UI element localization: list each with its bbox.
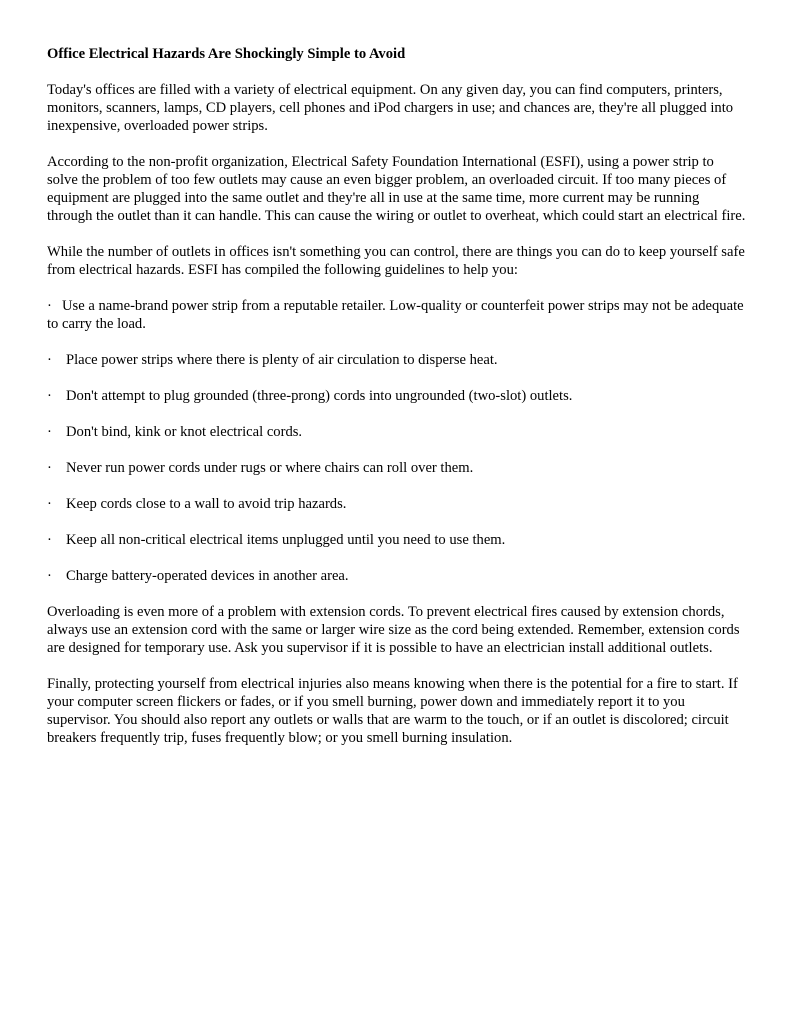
list-item-text: Keep cords close to a wall to avoid trip hazards. (66, 496, 347, 512)
list-item (47, 495, 747, 513)
list-item (47, 567, 747, 585)
bullet-marker: · (47, 298, 52, 314)
list-item (47, 531, 747, 549)
bullet-marker: · (47, 496, 52, 512)
bullet-marker: · (47, 532, 52, 548)
bullet-marker: · (47, 388, 52, 404)
list-item (47, 387, 747, 405)
list-item-text: Don't bind, kink or knot electrical cords. (66, 424, 303, 440)
bullet-marker: · (47, 352, 52, 368)
closing-paragraph-2: Finally, protecting yourself from electrical injuries also means knowing when there is the potential for a fire to start. If your computer screen flickers or fades, or if you smell burning, power down and immediately report it to you supervisor. You should also report any outlets or walls that are warm to the touch, or if an outlet is discolored; circuit breakers frequently trip, fuses frequently blow; or you smell burning insulation. (47, 676, 738, 746)
intro-paragraph-3: While the number of outlets in offices isn't something you can control, there are things you can do to keep yourself safe from electrical hazards. ESFI has compiled the following guidelines to help you: (47, 244, 745, 278)
list-item (47, 459, 747, 477)
list-item (47, 297, 747, 333)
closing-paragraph-1: Overloading is even more of a problem with extension cords. To prevent electrical fires caused by extension chords, always use an extension cord with the same or larger wire size as the cord being extended. Remember, extension cords are designed for temporary use. Ask you supervisor if it is possible to have an electrician install additional outlets. (47, 604, 740, 656)
intro-paragraph-2: According to the non-profit organization, Electrical Safety Foundation International (ESFI), using a power strip to solve the problem of too few outlets may cause an even bigger problem, an overloaded circuit. If too many pieces of equipment are plugged into the same outlet and they're all in use at the same time, more current may be running through the outlet than it can handle. This can cause the wiring or outlet to overheat, which could start an electrical fire. (47, 154, 746, 224)
guidelines-list (47, 297, 747, 585)
list-item (47, 351, 747, 369)
intro-paragraph-1: Today's offices are filled with a variety of electrical equipment. On any given day, you can find computers, printers, monitors, scanners, lamps, CD players, cell phones and iPod chargers in use; and chances are, they're all plugged into inexpensive, overloaded power strips. (47, 82, 734, 134)
list-item-text: Charge battery-operated devices in another area. (66, 568, 349, 584)
list-item-text: Place power strips where there is plenty of air circulation to disperse heat. (66, 352, 498, 368)
list-item-text: Never run power cords under rugs or where chairs can roll over them. (66, 460, 474, 476)
bullet-marker: · (47, 568, 52, 584)
document-title: Office Electrical Hazards Are Shockingly Simple to Avoid (47, 46, 406, 62)
list-item-text: Use a name-brand power strip from a reputable retailer. Low-quality or counterfeit power strips may not be adequate to carry the load. (47, 298, 744, 332)
bullet-marker: · (47, 460, 52, 476)
list-item-text: Don't attempt to plug grounded (three-prong) cords into ungrounded (two-slot) outlets. (66, 388, 573, 404)
bullet-marker: · (47, 424, 52, 440)
document-page (47, 45, 747, 765)
list-item-text: Keep all non-critical electrical items unplugged until you need to use them. (66, 532, 506, 548)
list-item (47, 423, 747, 441)
